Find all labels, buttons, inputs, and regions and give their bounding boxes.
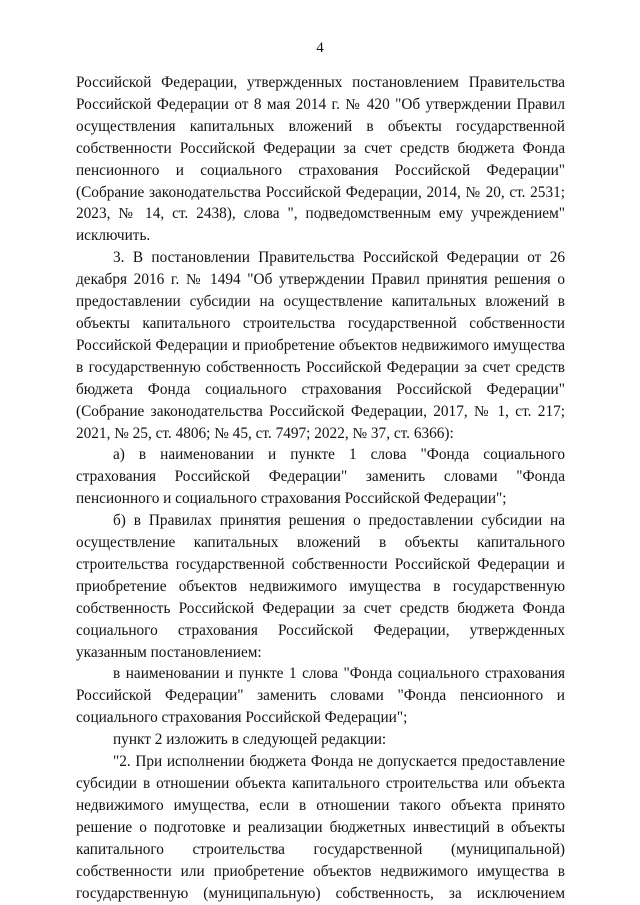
paragraph-rename-instruction: в наименовании и пункте 1 слова "Фонда социального страхования Российской Федерации" заменить словами "Фонда пенсионного и социального страхования Российской Федерации"; xyxy=(76,665,565,727)
paragraph-continuation: Российской Федерации, утвержденных постановлением Правительства Российской Федерации от 8 мая 2014 г. № 420 "Об утверждении Правил осуществления капитальных вложений в объекты государственной собственности Российской Федерации за счет средств бюджета Фонда пенсионного и социального страхования Российской Федерации" (Собрание законодательства Российской Федерации, 2014, № 20, ст. 2531; 2023, № 14, ст. 2438), слова ", подведомственным ему учреждением" исключить. xyxy=(76,74,565,245)
paragraph-subitem-a: а) в наименовании и пункте 1 слова "Фонда социального страхования Российской Федерации" заменить словами "Фонда пенсионного и социального страхования Российской Федерации"; xyxy=(76,446,565,508)
paragraph-item-3: 3. В постановлении Правительства Российской Федерации от 26 декабря 2016 г. № 1494 "Об утверждении Правил принятия решения о предоставлении субсидии на осуществление капитальных вложений в объекты капитального строительства государственной собственности Российской Федерации и приобретение объектов недвижимого имущества в государственную собственность Российской Федерации за счет средств бюджета Фонда социального страхования Российской Федерации" (Собрание законодательства Российской Федерации, 2017, № 1, ст. 217; 2021, № 25, ст. 4806; № 45, ст. 7497; 2022, № 37, ст. 6366): xyxy=(76,249,565,442)
paragraph-point-2-instruction: пункт 2 изложить в следующей редакции: xyxy=(113,731,387,749)
paragraph-point-2-text: "2. При исполнении бюджета Фонда не допускается предоставление субсидии в отношении объекта капитального строительства или объекта недвижимого имущества, если в отношении такого объекта принято решение о подготовке и реализации бюджетных инвестиций в объекты капитального строительства государственной (муниципальной) собственности или приобретение объектов недвижимого имущества в государственную (муниципальную) собственность, за исключением xyxy=(76,753,565,902)
page-number: 4 xyxy=(316,40,324,56)
paragraph-subitem-b: б) в Правилах принятия решения о предоставлении субсидии на осуществление капитальных вложений в объекты капитального строительства государственной собственности Российской Федерации и приобретение объектов недвижимого имущества в государственную собственность Российской Федерации за счет средств бюджета Фонда социального страхования Российской Федерации, утвержденных указанным постановлением: xyxy=(76,512,565,661)
document-body xyxy=(76,72,565,904)
